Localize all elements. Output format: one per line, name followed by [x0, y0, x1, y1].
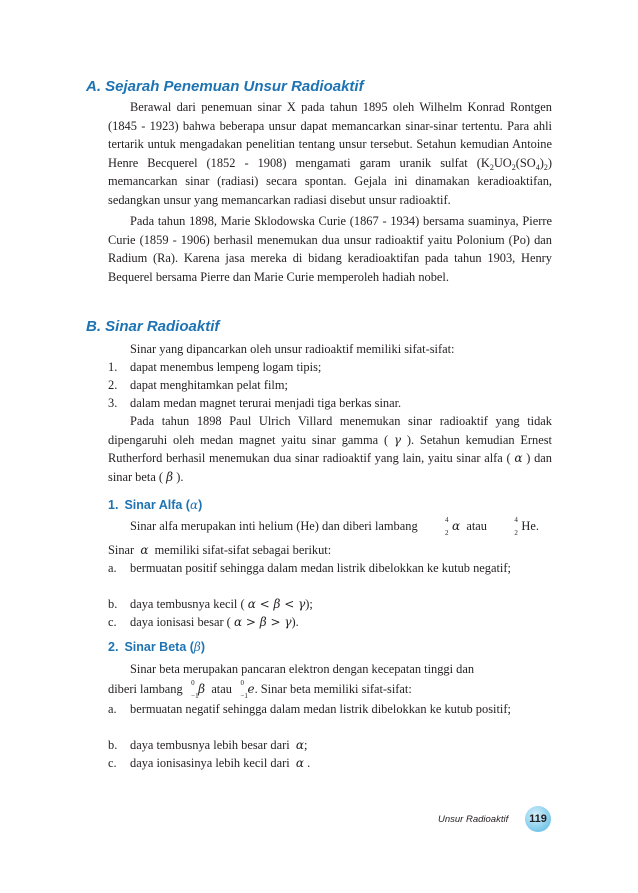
- list-item: b. daya tembusnya kecil ( α < β < γ);: [108, 597, 313, 611]
- alfa-heading: 1. Sinar Alfa (α): [108, 498, 203, 512]
- list-item: 2. dapat menghitamkan pelat film;: [108, 378, 288, 392]
- beta-paragraph-1: Sinar beta merupakan pancaran elektron dengan kecepatan tinggi dan: [130, 662, 475, 676]
- section-b-paragraph-2: Pada tahun 1898 Paul Ulrich Villard menemukan sinar radioaktif yang tidak dipengaruhi oleh medan magnet yaitu sinar gamma ( γ ). Setahun kemudian Ernest Rutherford berhasil menemukan dua sinar radioaktif yang lain, yaitu sinar alfa ( α ) dan sinar beta ( β ).: [108, 414, 552, 484]
- alfa-paragraph-2: Sinar α memiliki sifat-sifat sebagai berikut:: [108, 543, 332, 557]
- list-item: 1. dapat menembus lempeng logam tipis;: [108, 360, 322, 374]
- list-item: 3. dalam medan magnet terurai menjadi tiga berkas sinar.: [108, 396, 402, 410]
- page-number-badge: [525, 806, 551, 832]
- section-b-heading: B. Sinar Radioaktif: [86, 318, 220, 335]
- list-item: a. bermuatan negatif sehingga dalam medan listrik dibelokkan ke kutub positif;: [108, 702, 511, 716]
- list-item: c. daya ionisasi besar ( α > β > γ).: [108, 615, 299, 629]
- list-item: a. bermuatan positif sehingga dalam medan listrik dibelokkan ke kutub negatif;: [108, 561, 511, 575]
- list-item: c. daya ionisasinya lebih kecil dari α .: [108, 756, 311, 770]
- section-b-intro: Sinar yang dipancarkan oleh unsur radioaktif memiliki sifat-sifat:: [130, 342, 455, 356]
- beta-heading: 2. Sinar Beta (β): [108, 640, 206, 654]
- section-a-heading: A. Sejarah Penemuan Unsur Radioaktif: [86, 78, 364, 95]
- section-a-paragraph-1: Berawal dari penemuan sinar X pada tahun 1895 oleh Wilhelm Konrad Rontgen (1845 - 1923) bahwa beberapa unsur dapat memancarkan sinar-sinar tertentu. Para ahli tertarik untuk mengadakan penelitian tentang unsur tersebut. Setahun kemudian Antoine Henre Becquerel (1852 - 1908) mengamati garam uranik sulfat $(K_2UO_2(SO_4)_2)$ memancarkan sinar (radiasi) secara spontan. Gejala ini dinamakan keradioaktifan, sedangkan unsur yang memancarkan radiasi disebut unsur radioaktif.: [108, 100, 552, 207]
- beta-paragraph-2: diberi lambang 0 −1 β atau 0 −1 e. Sinar beta memiliki sifat-sifat:: [108, 679, 412, 700]
- page-number: 119: [529, 813, 547, 825]
- section-a-paragraph-2: Pada tahun 1898, Marie Sklodowska Curie (1867 - 1934) bersama suaminya, Pierre Curie (1859 - 1906) berhasil menemukan dua unsur radioaktif yaitu Polonium (Po) dan Radium (Ra). Karena jasa mereka di bidang keradioaktifan pada tahun 1903, Henry Bequerel bersama Pierre dan Marie Curie memperoleh hadiah nobel.: [108, 214, 552, 284]
- alfa-paragraph-1: Sinar alfa merupakan inti helium (He) dan diberi lambang 4 2 α atau 4 2 He.: [130, 516, 539, 537]
- list-item: b. daya tembusnya lebih besar dari α;: [108, 738, 308, 752]
- footer-chapter-title: Unsur Radioaktif: [438, 814, 509, 825]
